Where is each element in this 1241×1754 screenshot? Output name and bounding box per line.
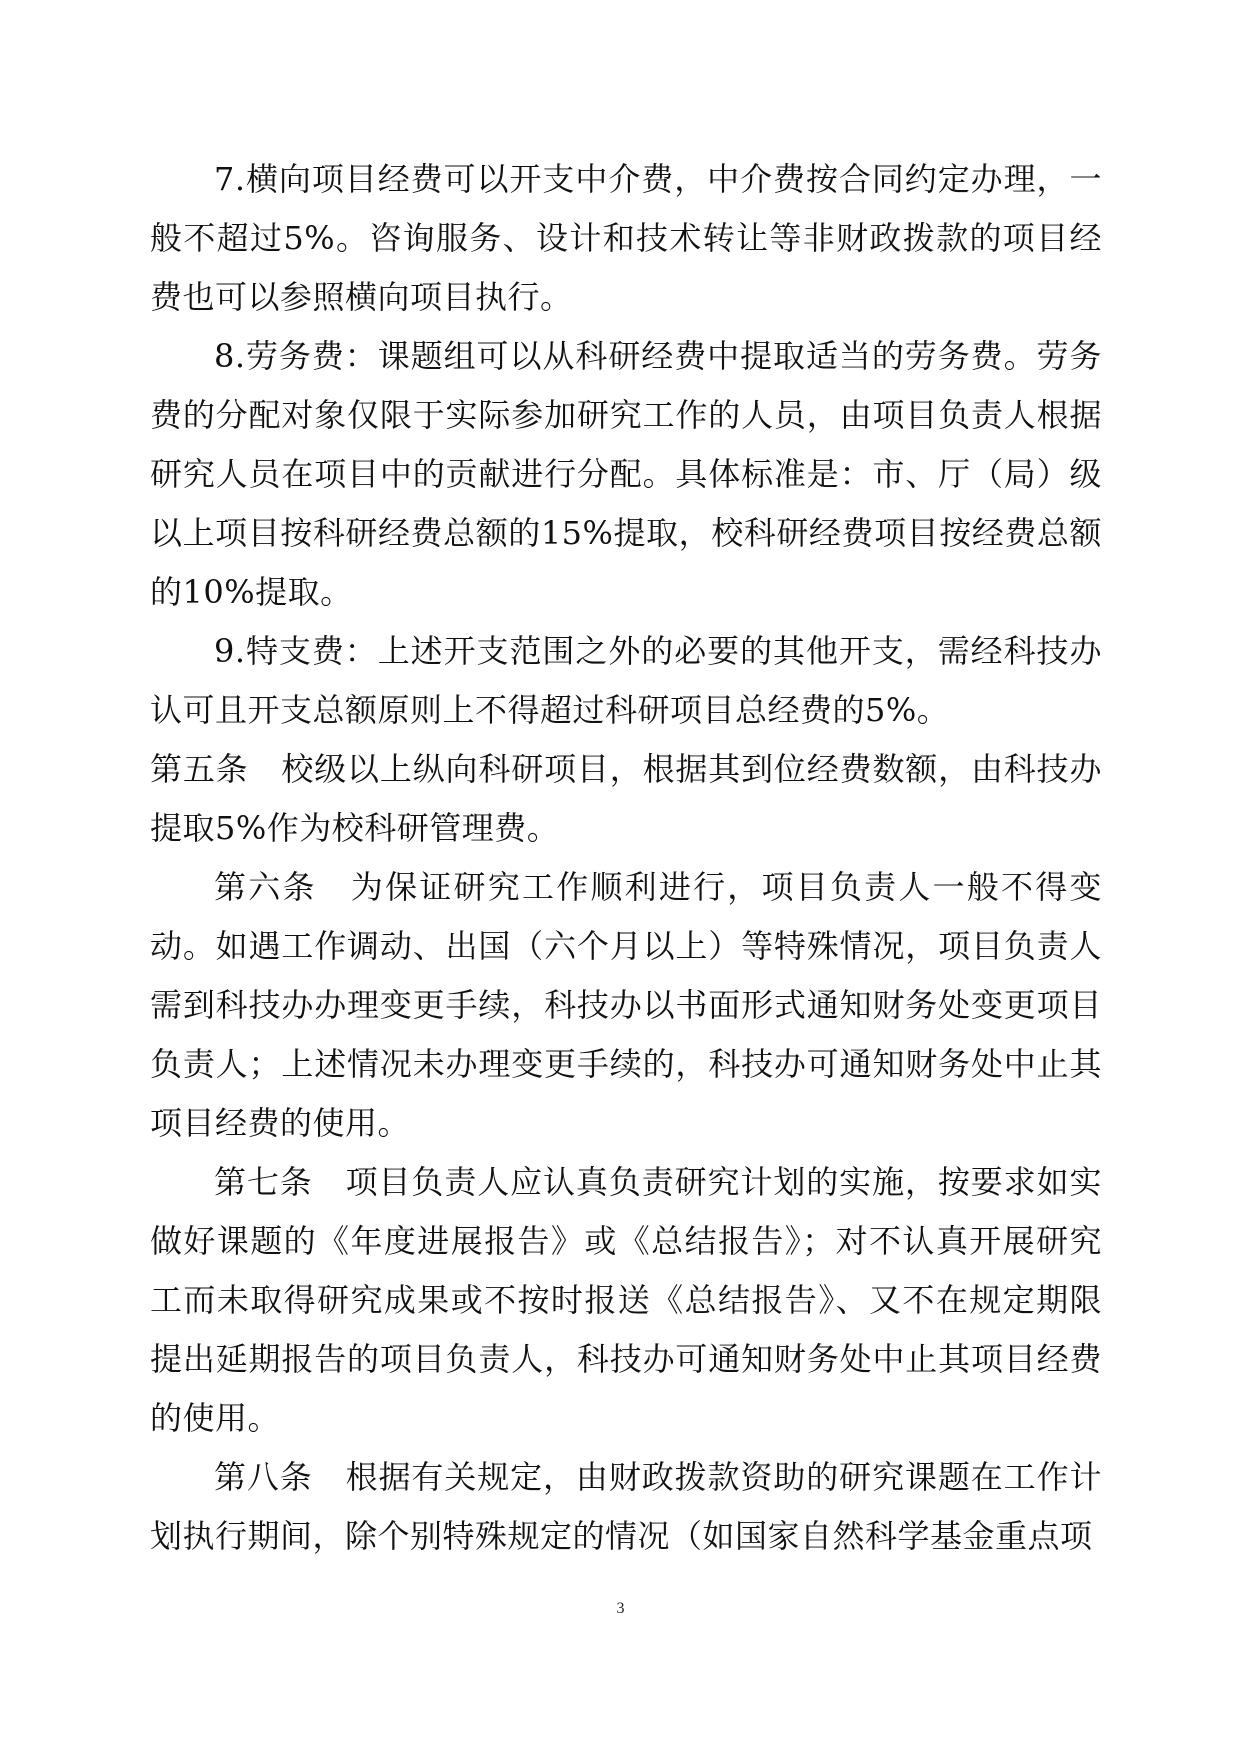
page-number: 3 — [616, 1600, 625, 1617]
document-body — [150, 150, 1102, 1566]
paragraph-item-9-special-expense: 9.特支费：上述开支范围之外的必要的其他开支，需经科技办认可且开支总额原则上不得超过科研项目总经费的5%。 — [150, 632, 1102, 729]
paragraph-article-5: 第五条 校级以上纵向科研项目，根据其到位经费数额，由科技办提取5%作为校科研管理费。 — [150, 750, 1102, 847]
paragraph-article-7: 第七条 项目负责人应认真负责研究计划的实施，按要求如实做好课题的《年度进展报告》或《总结报告》；对不认真开展研究工而未取得研究成果或不按时报送《总结报告》、又不在规定期限提出延期报告的项目负责人，科技办可通知财务处中止其项目经费的使用。 — [150, 1163, 1102, 1437]
paragraph-item-7: 7.横向项目经费可以开支中介费，中介费按合同约定办理，一般不超过5%。咨询服务、设计和技术转让等非财政拨款的项目经费也可以参照横向项目执行。 — [150, 160, 1102, 316]
paragraph-article-6: 第六条 为保证研究工作顺利进行，项目负责人一般不得变动。如遇工作调动、出国（六个月以上）等特殊情况，项目负责人需到科技办办理变更手续，科技办以书面形式通知财务处变更项目负责人；上述情况未办理变更手续的，科技办可通知财务处中止其项目经费的使用。 — [150, 868, 1102, 1142]
paragraph-article-8: 第八条 根据有关规定，由财政拨款资助的研究课题在工作计划执行期间，除个别特殊规定的情况（如国家自然科学基金重点项 — [150, 1458, 1102, 1555]
paragraph-item-8-labor-fee: 8.劳务费：课题组可以从科研经费中提取适当的劳务费。劳务费的分配对象仅限于实际参加研究工作的人员，由项目负责人根据研究人员在项目中的贡献进行分配。具体标准是：市、厅（局）级以上项目按科研经费总额的15%提取，校科研经费项目按经费总额的10%提取。 — [150, 337, 1102, 611]
